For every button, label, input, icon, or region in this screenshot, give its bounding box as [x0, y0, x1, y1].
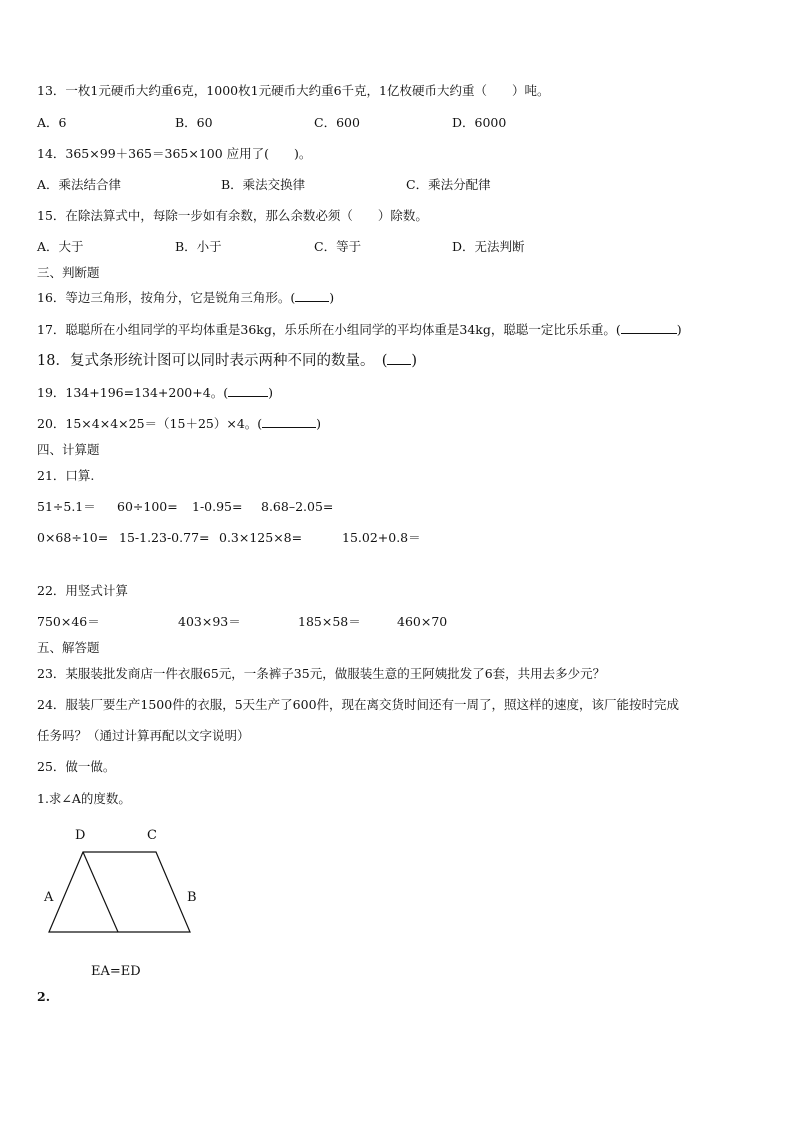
q18-close-paren: ) [411, 353, 418, 369]
q22-items [37, 614, 637, 630]
q25-sub-1: 1.求∠A的度数。 [37, 791, 131, 806]
q21-item: 0×68÷10= [37, 530, 109, 545]
q13-option-a: A．6 [37, 115, 67, 130]
q18-line [37, 353, 417, 369]
q16-stem: 16．等边三角形，按角分，它是锐角三角形。( [37, 290, 296, 305]
q14-option-b: B．乘法交换律 [221, 177, 306, 192]
figure-caption: EA=ED [91, 964, 141, 979]
q20-stem: 20．15×4×4×25＝（15＋25）×4。( [37, 416, 263, 431]
q21-row-2 [37, 530, 637, 546]
label-c: C [147, 828, 157, 843]
trapezoid-outline [49, 852, 190, 932]
q15-option-a: A．大于 [37, 239, 84, 254]
q14-option-a: A．乘法结合律 [37, 177, 122, 192]
q20-answer-blank[interactable] [262, 417, 316, 428]
q19-line [37, 385, 273, 401]
q22-item: 460×70 [397, 614, 448, 629]
section-heading-judgement: 三、判断题 [37, 265, 100, 280]
q14-options [37, 177, 637, 193]
q20-line [37, 416, 321, 432]
q21-item: 60÷100= [117, 499, 178, 514]
segment-de [83, 852, 118, 932]
section-heading-answer: 五、解答题 [37, 640, 100, 655]
q17-stem: 17．聪聪所在小组同学的平均体重是36kg，乐乐所在小组同学的平均体重是34kg，聪聪一定比乐乐重。( [37, 322, 621, 337]
q19-close-paren: ) [268, 385, 273, 400]
q21-item: 8.68–2.05= [261, 499, 334, 514]
q24-line-1: 24．服装厂要生产1500件的衣服，5天生产了600件，现在离交货时间还有一周了，照这样的速度，该厂能按时完成 [37, 697, 680, 712]
q21-item: 51÷5.1＝ [37, 499, 96, 514]
q23-stem: 23．某服装批发商店一件衣服65元，一条裤子35元，做服装生意的王阿姨批发了6套，共用去多少元？ [37, 666, 606, 681]
q17-answer-blank[interactable] [621, 323, 677, 334]
q19-answer-blank[interactable] [228, 386, 268, 397]
q18-answer-blank[interactable] [387, 354, 411, 365]
q22-item: 185×58＝ [298, 614, 361, 629]
q21-item: 1-0.95= [192, 499, 243, 514]
q14-option-c: C．乘法分配律 [406, 177, 491, 192]
q15-option-d: D．无法判断 [452, 239, 525, 254]
q15-option-c: C．等于 [314, 239, 362, 254]
label-b: B [187, 890, 197, 905]
q16-line [37, 290, 334, 306]
label-a: A [44, 890, 54, 905]
q14-stem: 14．365×99＋365＝365×100 应用了( )。 [37, 146, 312, 161]
q15-stem: 15．在除法算式中，每除一步如有余数，那么余数必须（ ）除数。 [37, 208, 428, 223]
q25-sub-2: 2. [37, 989, 51, 1004]
q13-option-d: D．6000 [452, 115, 507, 130]
q15-option-b: B．小于 [175, 239, 222, 254]
q13-options [37, 115, 637, 131]
q22-item: 403×93＝ [178, 614, 241, 629]
q22-item: 750×46＝ [37, 614, 100, 629]
q21-stem: 21．口算. [37, 468, 95, 483]
q16-close-paren: ) [329, 290, 335, 305]
section-heading-calculation: 四、计算题 [37, 442, 100, 457]
q22-stem: 22．用竖式计算 [37, 583, 128, 598]
q24-line-2: 任务吗？（通过计算再配以文字说明） [37, 728, 250, 743]
q21-row-1 [37, 499, 637, 515]
label-d: D [75, 828, 86, 843]
q18-stem: 18．复式条形统计图可以同时表示两种不同的数量。 ( [37, 353, 388, 369]
trapezoid-figure [30, 820, 230, 990]
q17-line [37, 322, 682, 338]
q13-option-c: C．600 [314, 115, 360, 130]
q13-stem: 13．一枚1元硬币大约重6克，1000枚1元硬币大约重6千克，1亿枚硬币大约重（ ）吨。 [37, 83, 550, 98]
q21-item: 15-1.23-0.77= [119, 530, 210, 545]
q15-options [37, 239, 637, 255]
q13-option-b: B．60 [175, 115, 213, 130]
q25-stem: 25．做一做。 [37, 759, 116, 774]
q16-answer-blank[interactable] [295, 291, 329, 302]
q21-item: 15.02+0.8＝ [342, 530, 421, 545]
q21-item: 0.3×125×8= [219, 530, 303, 545]
q19-stem: 19．134+196=134+200+4。( [37, 385, 229, 400]
q20-close-paren: ) [316, 416, 322, 431]
q17-close-paren: ) [676, 322, 682, 337]
